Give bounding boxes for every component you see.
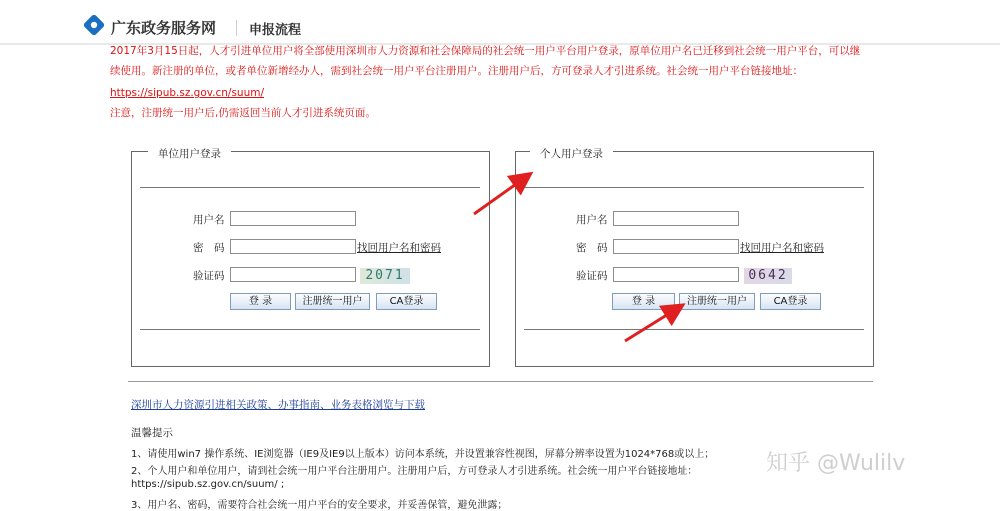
- unit-register-button[interactable]: 注册统一用户: [295, 293, 370, 310]
- unit-ca-login-button[interactable]: CA登录: [376, 293, 437, 310]
- unit-password-label: 密 码: [193, 242, 225, 254]
- personal-register-button[interactable]: 注册统一用户: [679, 293, 755, 310]
- personal-captcha-input[interactable]: [613, 267, 739, 282]
- notice-line-4: 注意，注册统一用户后,仍需返回当前人才引进系统页面。: [110, 107, 376, 119]
- personal-panel-top-divider: [524, 187, 864, 188]
- tip-item-1: 1、请使用win7 操作系统、IE浏览器（IE9及IE9以上版本）访问本系统，并设置兼容性视图，屏幕分辨率设置为1024*768或以上；: [131, 449, 715, 460]
- tips-title: 温馨提示: [131, 427, 173, 439]
- tip-item-2: 2、个人用户和单位用户，请到社会统一用户平台注册用户。注册用户后，方可登录人才引进系统。社会统一用户平台链接地址：: [131, 466, 698, 477]
- unit-login-button[interactable]: 登 录: [230, 293, 291, 310]
- personal-captcha-image[interactable]: 0642: [744, 268, 792, 284]
- content-divider: [128, 381, 873, 382]
- annotation-arrow-register: [616, 296, 696, 348]
- personal-login-button[interactable]: 登 录: [612, 293, 675, 310]
- annotation-arrow-personal-login: [460, 168, 540, 220]
- notice-line-1: 2017年3月15日起，人才引进单位用户将全部使用深圳市人力资源和社会保障局的社会统一用户平台用户登录，原单位用户名已迁移到社会统一用户平台，可以继: [110, 45, 861, 57]
- unit-password-input[interactable]: [230, 239, 356, 254]
- site-title[interactable]: 广东政务服务网: [111, 19, 217, 37]
- notice-link[interactable]: https://sipub.sz.gov.cn/suum/: [110, 87, 265, 99]
- tip-item-3: 3、用户名、密码，需要符合社会统一用户平台的安全要求，并妥善保管，避免泄露；: [131, 500, 508, 511]
- policy-download-link[interactable]: 深圳市人力资源引进相关政策、办事指南、业务表格浏览与下载: [131, 399, 425, 411]
- unit-username-label: 用户名: [193, 214, 225, 226]
- unit-captcha-label: 验证码: [193, 270, 225, 282]
- unit-captcha-input[interactable]: [230, 267, 356, 282]
- personal-password-label: 密 码: [576, 242, 608, 254]
- personal-login-title: 个人用户登录: [530, 146, 613, 161]
- tip-item-2-url: https://sipub.sz.gov.cn/suum/ ;: [131, 479, 285, 490]
- unit-username-input[interactable]: [230, 211, 356, 226]
- gd-gov-logo-icon[interactable]: [84, 15, 104, 35]
- unit-panel-bottom-divider: [140, 329, 480, 330]
- page-tab[interactable]: 申报流程: [249, 23, 302, 38]
- unit-forgot-link[interactable]: 找回用户名和密码: [357, 242, 441, 254]
- header-separator: [236, 20, 237, 36]
- unit-login-panel: [131, 151, 490, 367]
- notice-line-2: 续使用。新注册的单位，或者单位新增经办人，需到社会统一用户平台注册用户。注册用户后，方可登录人才引进系统。社会统一用户平台链接地址：: [110, 65, 803, 77]
- personal-ca-login-button[interactable]: CA登录: [760, 293, 821, 310]
- unit-panel-top-divider: [140, 187, 480, 188]
- personal-username-label: 用户名: [576, 214, 608, 226]
- personal-captcha-label: 验证码: [576, 270, 608, 282]
- notice-link-line: [110, 84, 264, 102]
- unit-login-title: 单位用户登录: [148, 146, 231, 161]
- zhihu-watermark: 知乎 @Wulilv: [766, 451, 906, 476]
- unit-captcha-image[interactable]: 2071: [360, 268, 410, 284]
- personal-forgot-link[interactable]: 找回用户名和密码: [740, 242, 824, 254]
- personal-username-input[interactable]: [613, 211, 739, 226]
- personal-password-input[interactable]: [613, 239, 739, 254]
